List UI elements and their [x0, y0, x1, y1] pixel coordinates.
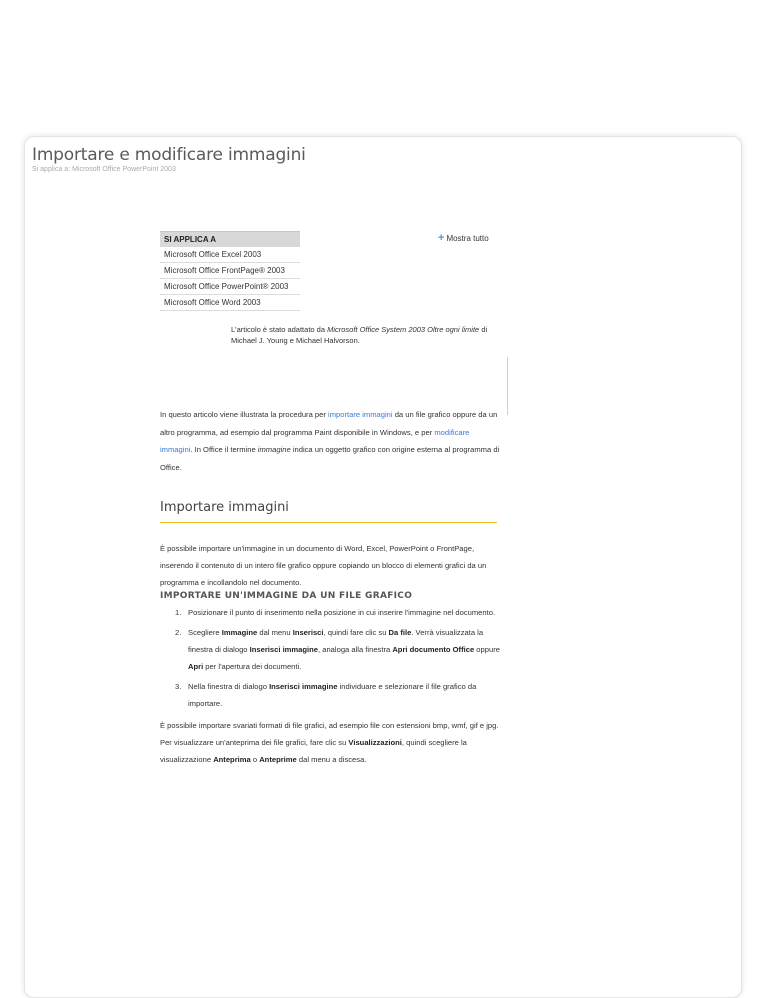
- applies-to-item: Microsoft Office PowerPoint® 2003: [160, 279, 300, 295]
- page-title: Importare e modificare immagini: [32, 145, 306, 165]
- intro-text: . In Office il termine: [190, 445, 258, 454]
- step-text: Nella finestra di dialogo Inserisci immagine individuare e selezionare il file grafico da importare.: [188, 682, 477, 708]
- steps-list: [175, 604, 500, 715]
- intro-text: da un file grafico oppure da un altro programma, ad esempio dal programma Paint disponibile in Windows, e per: [160, 410, 498, 437]
- intro-paragraph: [160, 406, 500, 476]
- source-citation: [231, 324, 501, 346]
- applies-to-table: [160, 231, 300, 311]
- heading-underline: [160, 522, 497, 523]
- applies-to-item: Microsoft Office Excel 2003: [160, 247, 300, 263]
- intro-text: indica un oggetto grafico con origine esterna al programma di Office.: [160, 445, 500, 472]
- citation-authors: di Michael J. Young e Michael Halvorson.: [231, 325, 488, 345]
- import-images-link[interactable]: importare immagini: [328, 410, 393, 419]
- closing-paragraph: È possibile importare svariati formati di file grafici, ad esempio file con estensioni bmp, wmf, gif e jpg. Per visualizzare un'anteprima dei file grafici, fare clic su Visualizzazioni, quindi scegliere la visualizzazione Anteprima o Anteprime dal menu a discesa.: [160, 721, 499, 764]
- applies-to-heading: SI APPLICA A: [160, 231, 300, 247]
- subsection-heading: IMPORTARE UN'IMMAGINE DA UN FILE GRAFICO: [160, 591, 413, 601]
- plus-icon: +: [438, 232, 445, 244]
- citation-text: L'articolo è stato adattato da: [231, 325, 328, 334]
- list-item: [175, 678, 500, 712]
- applies-to-item: Microsoft Office Word 2003: [160, 295, 300, 311]
- list-item: [175, 624, 500, 675]
- applies-to-subtitle: Si applica a: Microsoft Office PowerPoint 2003: [32, 166, 176, 173]
- modify-images-link[interactable]: modificare immagini: [160, 427, 470, 454]
- citation-book-title: Microsoft Office System 2003 Oltre ogni limite: [327, 325, 480, 334]
- show-all-label: Mostra tutto: [446, 234, 489, 243]
- applies-to-item: Microsoft Office FrontPage® 2003: [160, 263, 300, 279]
- show-all-button[interactable]: [438, 232, 489, 244]
- intro-emphasis: immagine: [257, 445, 291, 454]
- section-paragraph: È possibile importare un'immagine in un documento di Word, Excel, PowerPoint o FrontPage, inserendo il contenuto di un intero file grafico oppure copiando un blocco di elementi grafici da un programma e incollandolo nel documento.: [160, 544, 487, 587]
- step-text: Posizionare il punto di inserimento nella posizione in cui inserire l'immagine nel documento.: [188, 608, 496, 617]
- step-text: Scegliere Immagine dal menu Inserisci, quindi fare clic su Da file. Verrà visualizzata la finestra di dialogo Inserisci immagine, analoga alla finestra Apri documento Office oppure Apri per l'apertura dei documenti.: [188, 628, 500, 671]
- list-item: [175, 604, 500, 621]
- step-number: 3.: [175, 682, 182, 691]
- step-number: 2.: [175, 628, 182, 637]
- step-number: 1.: [175, 608, 182, 617]
- divider: [507, 357, 508, 415]
- section-heading: Importare immagini: [160, 500, 289, 515]
- intro-text: In questo articolo viene illustrata la procedura per: [160, 410, 329, 419]
